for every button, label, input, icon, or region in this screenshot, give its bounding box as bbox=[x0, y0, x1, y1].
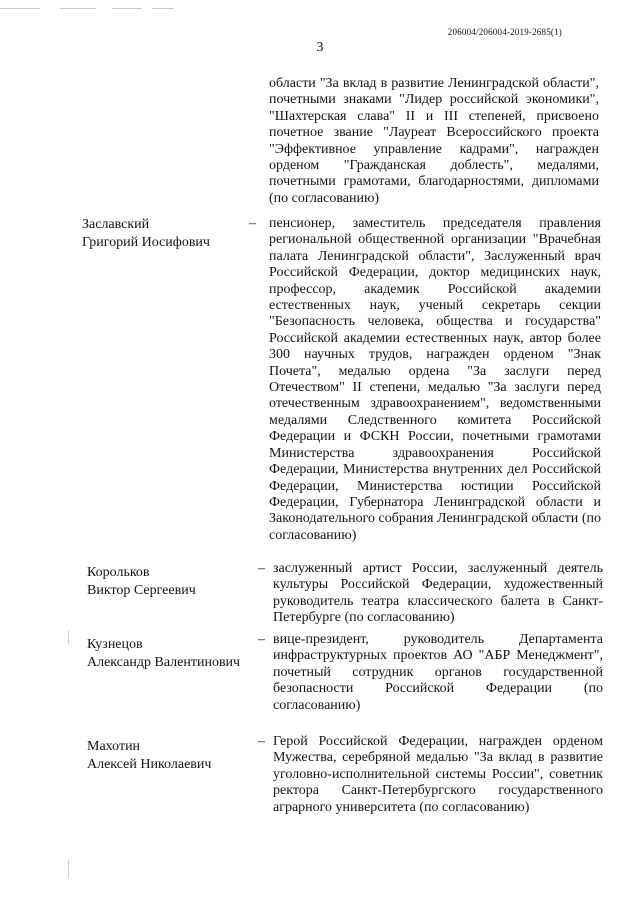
scan-artifact bbox=[152, 8, 174, 9]
document-id: 206004/206004-2019-2685(1) bbox=[447, 27, 562, 37]
person-given-names: Александр Валентинович bbox=[87, 655, 241, 670]
entry-dash: – bbox=[258, 632, 265, 647]
person-name bbox=[87, 738, 257, 774]
person-description: вице-президент, руководитель Департамента инфраструктурных проектов АО "АБР Менеджмент", почетный сотрудник органов государственной безопасности Российской Федерации (по согласованию) bbox=[273, 632, 603, 713]
person-name bbox=[87, 564, 257, 600]
scan-artifact bbox=[68, 860, 69, 878]
entry-dash: – bbox=[258, 561, 265, 576]
continued-paragraph: области "За вклад в развитие Ленинградской области", почетными знаками "Лидер российской экономики", "Шахтерская слава" II и III степеней, присвоено почетное звание "Лауреат Всероссийского проекта "Эффективное управление кадрами", награжден орденом "Гражданская доблесть", медалями, почетными грамотами, благодарностями, дипломами (по согласованию) bbox=[269, 76, 599, 206]
person-surname: Махотин bbox=[87, 739, 141, 754]
person-given-names: Григорий Иосифович bbox=[82, 235, 210, 250]
page-number: 3 bbox=[316, 40, 324, 55]
person-description: пенсионер, заместитель председателя правления региональной общественной организации "Врачебная палата Ленинградской области", Заслуженный врач Российской Федерации, доктор медицинских наук, профессор, академик Российской академии естественных наук, ученый секретарь секции "Безопасность человека, общества и государства" Российской академии естественных наук, автор более 300 научных трудов, награжден орденом "Знак Почета", медалью ордена "За заслуги перед Отечеством" II степени, медалью "За заслуги перед отечественным здравоохранением", ведомственными медалями Следственного комитета Российской Федерации и ФСКН России, почетными грамотами Министерства здравоохранения Российской Федерации, Министерства внутренних дел Российской Федерации, Министерства юстиции Российской Федерации, Губернатора Ленинградской области и Законодательного собрания Ленинградской области (по согласованию) bbox=[269, 216, 601, 543]
person-description: Герой Российской Федерации, награжден орденом Мужества, серебряной медалью "За вклад в развитие уголовно-исполнительной системы России", советник ректора Санкт-Петербургского государственного аграрного университета (по согласованию) bbox=[273, 734, 603, 815]
scan-artifact bbox=[60, 8, 96, 9]
person-description: заслуженный артист России, заслуженный деятель культуры Российской Федерации, художественный руководитель театра классического балета в Санкт-Петербурге (по согласованию) bbox=[273, 561, 603, 626]
entry-dash: – bbox=[258, 734, 265, 749]
person-given-names: Виктор Сергеевич bbox=[87, 583, 196, 598]
scan-artifact bbox=[112, 8, 142, 9]
person-surname: Заславский bbox=[82, 217, 150, 232]
person-name bbox=[87, 636, 257, 672]
person-surname: Корольков bbox=[87, 565, 150, 580]
person-given-names: Алексей Николаевич bbox=[87, 757, 212, 772]
person-surname: Кузнецов bbox=[87, 637, 143, 652]
scan-artifact bbox=[68, 630, 69, 644]
entry-dash: – bbox=[249, 216, 256, 231]
scan-artifact bbox=[0, 8, 40, 9]
person-name bbox=[82, 216, 252, 252]
